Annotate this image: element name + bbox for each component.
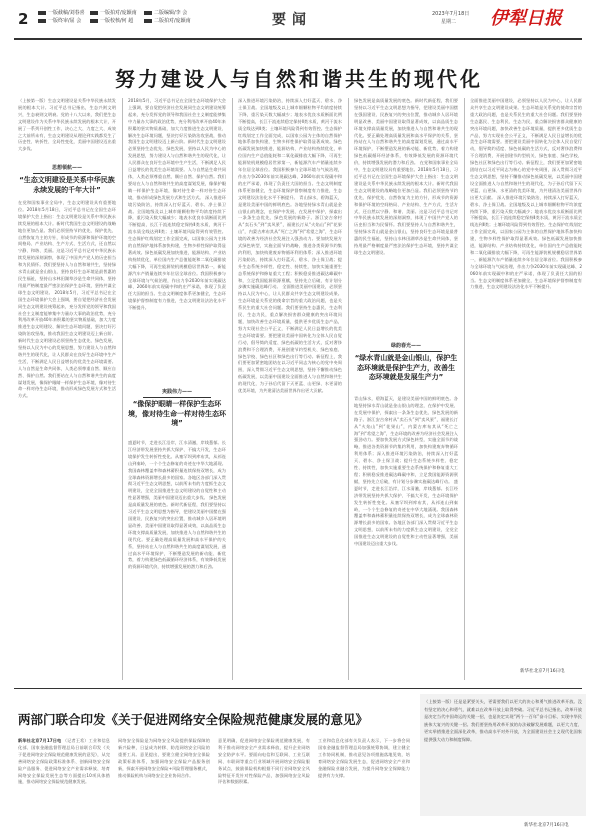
editor-credit: 二版编辑/李 会 xyxy=(144,9,192,16)
subheading-2: 実践伟力—— “像保护眼睛一样保护生态环境，像对待生命一样对待生态环境” xyxy=(128,389,226,427)
article-column-4: 绿色发展是高质量发展的底色。新时代新征程，我们要坚持以习近平生态文明思想为指导，把建设美丽中国摆在强国建设、民族复兴的突出位置，推动城乡人居环境明显改善、美丽中国建设取得显著成效，以高品质生态环境支撑高质量发展，加快推进人与自然和谐共生的现代化。要正确处理高质量发展和高水平保护的关系，坚持站在人与自然和谐共生的高度谋划发展，通过高水平环境保护，不断塑造发展的新动能、新优势，着力构建绿色低碳循环经济体系，有效降低发展的资源环境代价，持续增强发展的潜力和后劲。 在党和国家事业全局中，生态文明建设具有重要地位。2018年5月18日，习近平总书记在全国生态环境保护大会上指出：生态文明建设是关系中华民族永续发展的根本大计。新时代我国生态文明建设的战略地位更加凸显。我们必须坚持节约优先、保护优先、自然恢复为主的方针，形成节约资源和保护环境的空间格局、产业结构、生产方式、生活方式，还自然以宁静、和谐、美丽。这是习近平总书记对中华民族永续发展的深刻洞察，体现了中国共产党人的历史担当和为民情怀。我们要坚持人与自然和谐共生，坚持绿水青山就是金山银山，坚持良好生态环境是最普惠的民生福祉，坚持山水林田湖草沙是生命共同体，坚持用最严格制度最严密法治保护生态环境，坚持共谋全球生态文明建设。 xyxy=(354,98,458,255)
section-title: 要闻 xyxy=(272,12,312,28)
header-rule xyxy=(14,38,582,40)
article-column-3: 深入推进环境污染防治，持续深入打好蓝天、碧水、净土保卫战。全国地级及以上城市细颗粒物平均浓度持续下降，重污染天数大幅减少；地表水优良水质断面比例不断提高，长江干流连续稳定保持Ⅱ类水质，黄河干流水质全线达到Ⅱ类；土壤环境风险得到有效管控。生态保护红线划定工作全面完成，以国家公园为主体的自然保护地体系加快构建，生物多样性保护取得显著成效。绿色低碳发展加快推进，能源结构、产业结构持续优化，单位国内生产总值能耗和二氧化碳排放大幅下降，可再生能源装机规模稳居世界第一，新能源汽车产销量连续多年位居全球首位。我国积极参与全球环境与气候治理，作出力争2030年前实现碳达峰、2060年前实现碳中和的庄严承诺，体现了负责任大国的担当。生态文明制度体系更加健全，生态环境保护督察制度有力推进，生态文明建设法治化水平不断提升。 青山绿水，碧海蓝天，是建设美丽中国的鲜明底色。各地坚持绿水青山就是金山银山的理念，在保护中发展、在发展中保护，探索出一条条生态优先、绿色发展的新路子。浙江安吉余村从“卖石头”到“卖风景”，福建长汀从“火焰山”到“花果山”，内蒙古库布其从“死亡之海”到“希望之海”，生态环境的改善为经济社会发展注入强劲动力。要加快发展方式绿色转型，实施全面节约战略，推进各类资源节约集约利用，加快构建废弃物循环利用体系；深入推进环境污染防治，持续深入打好蓝天、碧水、净土保卫战；提升生态系统多样性、稳定性、持续性，加快实施重要生态系统保护和修复重大工程；积极稳妥推进碳达峰碳中和，立足我国能源资源禀赋，坚持先立后破，有计划分步骤实施碳达峰行动。 全面推进美丽中国建设，必须坚持以人民为中心，让人民群众共享生态文明建设成果。生态环境是关系党的使命宗旨的重大政治问题，也是关系民生的重大社会问题。我们要坚持生态惠民、生态利民、生态为民，重点解决损害群众健康的突出环境问题，加快改善生态环境质量，提供更多优质生态产品，努力实现社会公平正义，不断满足人民日益增长的优美生态环境需要。要把建设美丽中国转化为全体人民自觉行动，倡导简约适度、绿色低碳的生活方式，反对奢侈浪费和不合理消费，开展创建节约型机关、绿色家庭、绿色学校、绿色社区和绿色出行等行动。新征程上，我们要更加紧密地团结在以习近平同志为核心的党中央周围，深入贯彻习近平生态文明思想，坚持不懈推动绿色低碳发展，以美丽中国建设全面推进人与自然和谐共生的现代化，为子孙后代留下天更蓝、山更绿、水更清的优美环境，为共建清洁美丽世界作出更大贡献。 xyxy=(238,98,342,394)
newspaper-logo: 伊犁日报 xyxy=(490,8,562,29)
second-article-column-4: 工业和信息化部有关负责人表示，下一步将会同国家金融监督管理总局加强统筹协调，建立健全工作协同机制，推动意见各项措施落地见效，培育网络安全保险发展生态，促进网络安全产业和金融保险业融合发展，为提升网络安全保障能力提供有力支撑。 xyxy=(318,738,410,778)
second-article-column-1: 新华社北京7月17日电 （记者王希）工业和信息化部、国家金融监督管理总局日前联合印发《关于促进网络安全保险规范健康发展的意见》，从完善网络安全保险政策标准体系、创新网络安全保险产品服务、促进网络安全产业需求释放、培育网络安全保险发展生态等方面提出10项具体措施，推动网络安全保险规范健康发展。 xyxy=(18,738,110,785)
column-divider xyxy=(122,98,123,680)
article-column-1-cont: 在党和国家事业全局中，生态文明建设具有重要地位。2018年5月18日，习近平总书记在全国生态环境保护大会上指出：生态文明建设是关系中华民族永续发展的根本大计。新时代我国生态文明建设的战略地位更加凸显。我们必须坚持节约优先、保护优先、自然恢复为主的方针，形成节约资源和保护环境的空间格局、产业结构、生产方式、生活方式，还自然以宁静、和谐、美丽。这是习近平总书记对中华民族永续发展的深刻洞察，体现了中国共产党人的历史担当和为民情怀。我们要坚持人与自然和谐共生，坚持绿水青山就是金山银山，坚持良好生态环境是最普惠的民生福祉，坚持山水林田湖草沙是生命共同体，坚持用最严格制度最严密法治保护生态环境，坚持共谋全球生态文明建设。 2018年5月，习近平总书记在全国生态环境保护大会上强调，要自觉把经济社会发展同生态文明建设统筹起来，充分发挥党的领导和我国社会主义制度能够集中力量办大事的政治优势，充分利用改革开放40年来积累的坚实物质基础，加大力度推进生态文明建设、解决生态环境问题，坚决打好污染防治攻坚战，推动我国生态文明建设迈上新台阶。新时代生态文明建设必须坚持生态优先、绿色发展，坚持以人民为中心的发展思想，努力建设人与自然和谐共生的现代化，让人民群众在良好生态环境中生产生活，不断满足人民日益增长的优美生态环境需要。人与自然是生命共同体，人类必须尊重自然、顺应自然、保护自然。我们要站在人与自然和谐共生的高度谋划发展，像保护眼睛一样保护生态环境，像对待生命一样对待生态环境，推动形成绿色发展方式和生活方式。 xyxy=(18,200,116,399)
column-divider xyxy=(348,98,349,680)
second-article-column-3: 意见明确，促进网络安全保险规范健康发展，有利于推动网络安全产业需求释放，提升企业网络安全防护水平。要面向电信和互联网、工业互联网、车联网等重点行业领域开展网络安全保险服务试点，鼓励保险机构根据不同行业网络安全风险特征开发针对性保险产品，加强网络安全风险评估和数据积累。 xyxy=(218,738,310,785)
second-article-column-2: 网络安全保险是为网络安全风险提供保险保障的新兴险种，日益成为转移、防范网络安全风险的重要工具。意见提出，要建立健全网络安全保险政策标准体系，加强网络安全保险产品服务创新，探索开展网络安全保险+风险管理服务模式，推动保险机构与网络安全企业协同合作。 xyxy=(118,738,210,778)
issue-date: 2023年7月18日 xyxy=(432,11,470,17)
main-headline: 努力建设人与自然和谐共生的现代化 xyxy=(115,67,483,91)
masthead xyxy=(0,0,598,38)
article-column-2: 2018年5月，习近平总书记在全国生态环境保护大会上强调，要自觉把经济社会发展同生态文明建设统筹起来，充分发挥党的领导和我国社会主义制度能够集中力量办大事的政治优势，充分利用改革开放40年来积累的坚实物质基础，加大力度推进生态文明建设、解决生态环境问题，坚决打好污染防治攻坚战，推动我国生态文明建设迈上新台阶。新时代生态文明建设必须坚持生态优先、绿色发展，坚持以人民为中心的发展思想，努力建设人与自然和谐共生的现代化，让人民群众在良好生态环境中生产生活，不断满足人民日益增长的优美生态环境需要。人与自然是生命共同体，人类必须尊重自然、顺应自然、保护自然。我们要站在人与自然和谐共生的高度谋划发展，像保护眼睛一样保护生态环境，像对待生命一样对待生态环境，推动形成绿色发展方式和生活方式。 深入推进环境污染防治，持续深入打好蓝天、碧水、净土保卫战。全国地级及以上城市细颗粒物平均浓度持续下降，重污染天数大幅减少；地表水优良水质断面比例不断提高，长江干流连续稳定保持Ⅱ类水质，黄河干流水质全线达到Ⅱ类；土壤环境风险得到有效管控。生态保护红线划定工作全面完成，以国家公园为主体的自然保护地体系加快构建，生物多样性保护取得显著成效。绿色低碳发展加快推进，能源结构、产业结构持续优化，单位国内生产总值能耗和二氧化碳排放大幅下降，可再生能源装机规模稳居世界第一，新能源汽车产销量连续多年位居全球首位。我国积极参与全球环境与气候治理，作出力争2030年前实现碳达峰、2060年前实现碳中和的庄严承诺，体现了负责任大国的担当。生态文明制度体系更加健全，生态环境保护督察制度有力推进，生态文明建设法治化水平不断提升。 xyxy=(128,98,226,311)
editor-credits xyxy=(38,9,192,24)
editor-credit: 一版校核/何 超 xyxy=(90,17,140,24)
editor-credit: 一版截稿/刘春喜 xyxy=(38,9,86,16)
column-divider xyxy=(464,98,465,680)
editor-credit: 一版终审/屈 会 xyxy=(38,17,86,24)
article-column-1: （上接第一版）生态文明建设是关系中华民族永续发展的根本大计。习近平总书记指出，生态兴则文明兴，生态衰则文明衰。党的十八大以来，我们把生态文明建设作为关系中华民族永续发展的根本大计，开展了一系列开创性工作，决心之大、力度之大、成效之大前所未有，生态文明建设从理论到实践都发生了历史性、转折性、全局性变化，美丽中国建设迈出重大步伐。 xyxy=(18,98,116,152)
subheading-1: 思想領航—— “生态文明建设是关系中华民族永续发展的千年大计” xyxy=(19,165,115,194)
section-divider xyxy=(14,688,582,689)
second-headline: 两部门联合印发《关于促进网络安全保险规范健康发展的意见》 xyxy=(18,712,369,727)
issue-weekday: 星期二 xyxy=(441,19,457,25)
column-divider xyxy=(232,98,233,680)
article-column-5: 全面推进美丽中国建设，必须坚持以人民为中心，让人民群众共享生态文明建设成果。生态环境是关系党的使命宗旨的重大政治问题，也是关系民生的重大社会问题。我们要坚持生态惠民、生态利民、生态为民，重点解决损害群众健康的突出环境问题，加快改善生态环境质量，提供更多优质生态产品，努力实现社会公平正义，不断满足人民日益增长的优美生态环境需要。要把建设美丽中国转化为全体人民自觉行动，倡导简约适度、绿色低碳的生活方式，反对奢侈浪费和不合理消费，开展创建节约型机关、绿色家庭、绿色学校、绿色社区和绿色出行等行动。新征程上，我们要更加紧密地团结在以习近平同志为核心的党中央周围，深入贯彻习近平生态文明思想，坚持不懈推动绿色低碳发展，以美丽中国建设全面推进人与自然和谐共生的现代化，为子孙后代留下天更蓝、山更绿、水更清的优美环境，为共建清洁美丽世界作出更大贡献。 深入推进环境污染防治，持续深入打好蓝天、碧水、净土保卫战。全国地级及以上城市细颗粒物平均浓度持续下降，重污染天数大幅减少；地表水优良水质断面比例不断提高，长江干流连续稳定保持Ⅱ类水质，黄河干流水质全线达到Ⅱ类；土壤环境风险得到有效管控。生态保护红线划定工作全面完成，以国家公园为主体的自然保护地体系加快构建，生物多样性保护取得显著成效。绿色低碳发展加快推进，能源结构、产业结构持续优化，单位国内生产总值能耗和二氧化碳排放大幅下降，可再生能源装机规模稳居世界第一，新能源汽车产销量连续多年位居全球首位。我国积极参与全球环境与气候治理，作出力争2030年前实现碳达峰、2060年前实现碳中和的庄严承诺，体现了负责任大国的担当。生态文明制度体系更加健全，生态环境保护督察制度有力推进，生态文明建设法治化水平不断提升。 xyxy=(470,98,582,290)
subheading-3: 绿韵春光—— “绿水青山就是金山银山，保护生态环境就是保护生产力，改善生态环境就是发展生产力” xyxy=(354,343,458,381)
editor-credit: 二版拍对/庞颖南 xyxy=(144,17,192,24)
article-credit: 新华社北京7月16日电 xyxy=(520,669,565,674)
editor-credit: 一版拍对/庞颖南 xyxy=(90,9,140,16)
page-number: 2 xyxy=(18,10,29,28)
article-column-4-cont: 青山绿水，碧海蓝天，是建设美丽中国的鲜明底色。各地坚持绿水青山就是金山银山的理念，在保护中发展、在发展中保护，探索出一条条生态优先、绿色发展的新路子。浙江安吉余村从“卖石头”到“卖风景”，福建长汀从“火焰山”到“花果山”，内蒙古库布其从“死亡之海”到“希望之海”，生态环境的改善为经济社会发展注入强劲动力。要加快发展方式绿色转型，实施全面节约战略，推进各类资源节约集约利用，加快构建废弃物循环利用体系；深入推进环境污染防治，持续深入打好蓝天、碧水、净土保卫战；提升生态系统多样性、稳定性、持续性，加快实施重要生态系统保护和修复重大工程；积极稳妥推进碳达峰碳中和，立足我国能源资源禀赋，坚持先立后破，有计划分步骤实施碳达峰行动。 盛夏时节，走进长江沿岸，江水清澈，岸线葱郁。长江经济带发展坚持共抓大保护、不搞大开发，生态环境保护发生转折性变化。从塞罕坝到库布其，从祁连山到秦岭，一个个生态修复的奇迹在中华大地涌现。我国森林覆盖率和森林蓄积量连续保持双增长，成为全球森林资源增长最多的国家。各地区各部门深入贯彻习近平生态文明思想，以前所未有的力度抓生态文明建设，全党全国推进生态文明建设的自觉性和主动性显著增强，美丽中国建设迈出重大步伐。 xyxy=(354,396,458,547)
sidebar-text: （上接第一版）还是是紧要关头，更需要我们以更大的决心和勇气推进改革开放。没有坚定的决心和勇气，就难以在改革开放上取得突破。习近平总书记指出，改革开放是决定当代中国命运的关键一招，也是决定实现“两个一百年”奋斗目标、实现中华民族伟大复兴的关键一招。我们要坚持用改革开放的办法破解发展难题，以更大力度、更实举措推进全面深化改革，推动高水平对外开放，为全面建设社会主义现代化国家提供强大动力和制度保障。 xyxy=(424,699,582,742)
sidebar-credit: 新华社北京7月16日电 xyxy=(524,823,569,828)
article-column-2-cont: 盛夏时节，走进长江沿岸，江水清澈，岸线葱郁。长江经济带发展坚持共抓大保护、不搞大开发，生态环境保护发生转折性变化。从塞罕坝到库布其，从祁连山到秦岭，一个个生态修复的奇迹在中华大地涌现。我国森林覆盖率和森林蓄积量连续保持双增长，成为全球森林资源增长最多的国家。各地区各部门深入贯彻习近平生态文明思想，以前所未有的力度抓生态文明建设，全党全国推进生态文明建设的自觉性和主动性显著增强，美丽中国建设迈出重大步伐。 绿色发展是高质量发展的底色。新时代新征程，我们要坚持以习近平生态文明思想为指导，把建设美丽中国摆在强国建设、民族复兴的突出位置，推动城乡人居环境明显改善、美丽中国建设取得显著成效，以高品质生态环境支撑高质量发展，加快推进人与自然和谐共生的现代化。要正确处理高质量发展和高水平保护的关系，坚持站在人与自然和谐共生的高度谋划发展，通过高水平环境保护，不断塑造发展的新动能、新优势，着力构建绿色低碳循环经济体系，有效降低发展的资源环境代价，持续增强发展的潜力和后劲。 xyxy=(128,440,226,570)
